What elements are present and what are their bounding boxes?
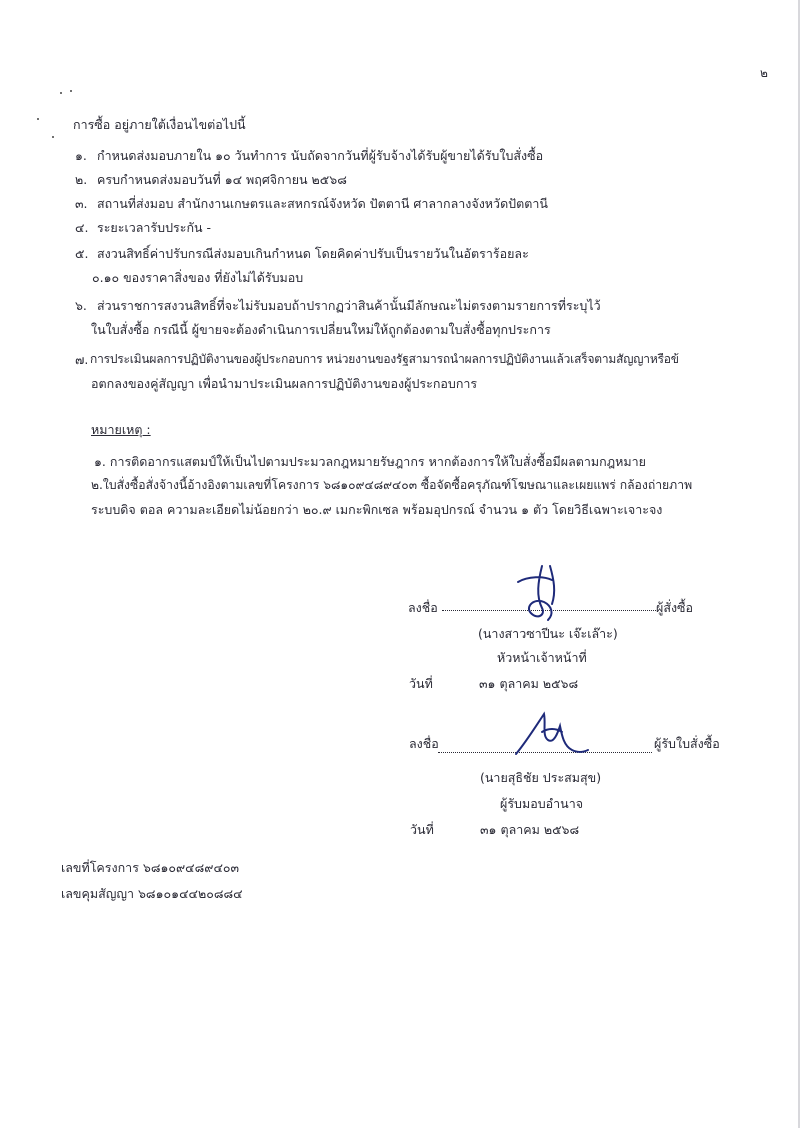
- remarks-heading: หมายเหตุ :: [91, 422, 151, 437]
- condition-number: ๑.: [75, 148, 87, 163]
- condition-number: ๒.: [75, 172, 88, 187]
- condition-number: ๗.: [75, 352, 89, 367]
- signer-position: หัวหน้าเจ้าหน้าที่: [497, 650, 587, 665]
- signer-position: ผู้รับมอบอำนาจ: [500, 796, 584, 811]
- sign-label: ลงชื่อ: [408, 600, 438, 615]
- condition-text-continued: อตกลงของคู่สัญญา เพื่อนำมาประเมินผลการปฏิบัติงานของผู้ประกอบการ: [91, 376, 478, 391]
- condition-number: ๔.: [75, 220, 89, 235]
- sign-date: ๓๑ ตุลาคม ๒๕๖๘: [480, 822, 580, 837]
- signer-name: (นางสาวซาปีนะ เจ๊ะเล๊าะ): [478, 626, 618, 641]
- handwritten-signature: [508, 562, 568, 627]
- condition-text: ส่วนราชการสงวนสิทธิ์ที่จะไม่รับมอบถ้าปรากฏว่าสินค้านั้นมีลักษณะไม่ตรงตามรายการที่ระบุไว้: [97, 298, 601, 313]
- handwritten-signature: [512, 706, 592, 760]
- sign-label: ลงชื่อ: [409, 736, 439, 751]
- project-number: เลขที่โครงการ ๖๘๑๐๙๔๘๙๔๐๓: [61, 860, 240, 875]
- sign-date: ๓๑ ตุลาคม ๒๕๖๘: [479, 676, 579, 691]
- condition-number: ๖.: [75, 298, 87, 313]
- condition-text-continued: ๐.๑๐ ของราคาสิ่งของ ที่ยังไม่ได้รับมอบ: [92, 270, 304, 285]
- condition-text-continued: ในใบสั่งซื้อ กรณีนี้ ผู้ขายจะต้องดำเนินการเปลี่ยนใหม่ให้ถูกต้องตามใบสั่งซื้อทุกประการ: [91, 322, 551, 337]
- sign-role: ผู้สั่งซื้อ: [656, 600, 694, 615]
- date-label: วันที่: [409, 676, 433, 691]
- condition-text: ครบกำหนดส่งมอบวันที่ ๑๔ พฤศจิกายน ๒๕๖๘: [97, 172, 347, 187]
- scan-speck: [37, 118, 39, 120]
- scan-speck: [70, 90, 72, 92]
- condition-text: สงวนสิทธิ์ค่าปรับกรณีส่งมอบเกินกำหนด โดยคิดค่าปรับเป็นรายวันในอัตราร้อยละ: [97, 246, 529, 261]
- date-label: วันที่: [410, 822, 434, 837]
- condition-number: ๓.: [75, 196, 88, 211]
- condition-text: การประเมินผลการปฏิบัติงานของผู้ประกอบการ หน่วยงานของรัฐสามารถนำผลการปฏิบัติงานแล้วเสร็จตามสัญญาหรือข้: [90, 352, 679, 366]
- conditions-intro: การซื้อ อยู่ภายใต้เงื่อนไขต่อไปนี้: [73, 117, 246, 132]
- sign-role: ผู้รับใบสั่งซื้อ: [654, 736, 720, 751]
- contract-number: เลขคุมสัญญา ๖๘๑๐๑๔๔๒๐๘๘๔: [61, 886, 243, 901]
- page-number: ๒: [760, 66, 768, 80]
- signer-name: (นายสุธิชัย ประสมสุข): [480, 770, 602, 785]
- condition-text: สถานที่ส่งมอบ สำนักงานเกษตรและสหกรณ์จังหวัด ปัตตานี ศาลากลางจังหวัดปัตตานี: [97, 196, 548, 211]
- remark-line: ๒.ใบสั่งซื้อสั่งจ้างนี้อ้างอิงตามเลขที่โครงการ ๖๘๑๐๙๔๘๙๔๐๓ ซื้อจัดซื้อครุภัณฑ์โฆษณาและเผยแพร่ กล้องถ่ายภาพ: [91, 478, 693, 492]
- remark-line: ๑. การติดอากรแสตมป์ให้เป็นไปตามประมวลกฎหมายรัษฎากร หากต้องการให้ใบสั่งซื้อมีผลตามกฎหมาย: [94, 454, 646, 469]
- scan-speck: [60, 92, 62, 94]
- condition-text: ระยะเวลารับประกัน -: [97, 220, 212, 235]
- condition-text: กำหนดส่งมอบภายใน ๑๐ วันทำการ นับถัดจากวันที่ผู้รับจ้างได้รับผู้ขายได้รับใบสั่งซื้อ: [97, 148, 544, 163]
- condition-number: ๕.: [75, 246, 89, 261]
- remark-line: ระบบดิจ ตอล ความละเอียดไม่น้อยกว่า ๒๐.๙ เมกะพิกเซล พร้อมอุปกรณ์ จำนวน ๑ ตัว โดยวิธีเฉพาะเจาะจง: [91, 502, 663, 517]
- scan-speck: [52, 136, 54, 138]
